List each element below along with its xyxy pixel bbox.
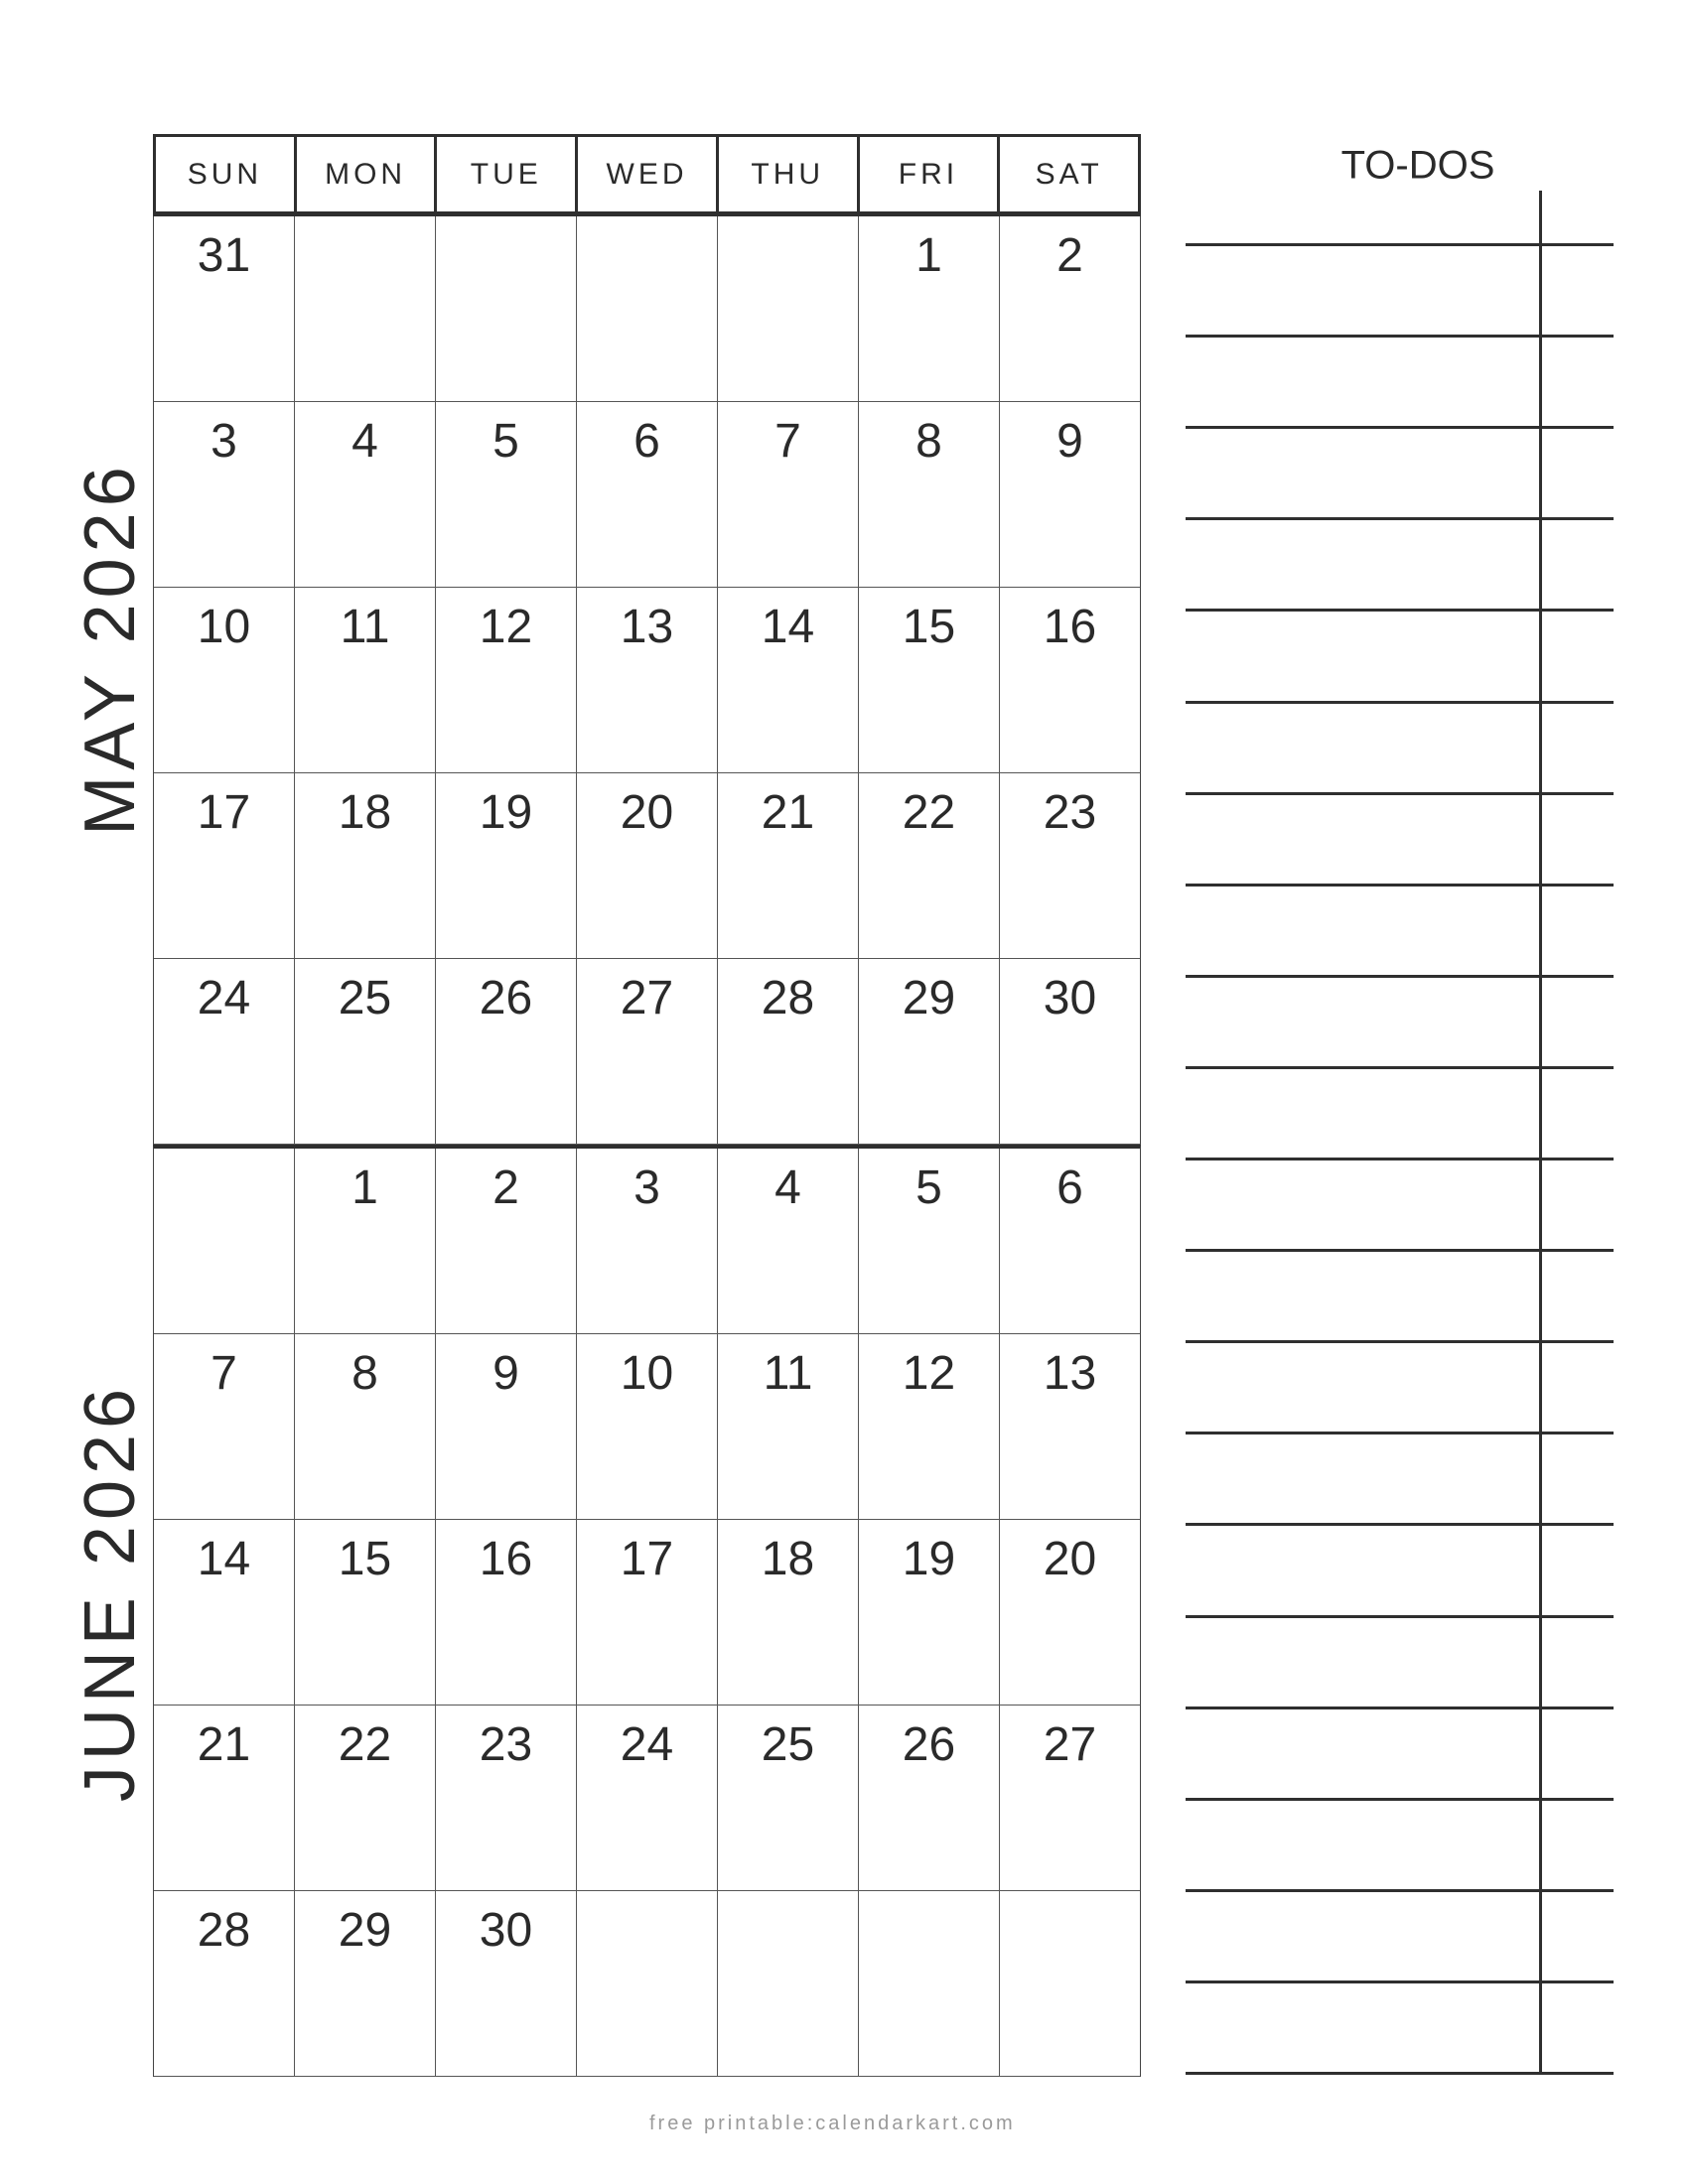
day-cell: 8 [294,1334,435,1519]
day-cell: 3 [211,415,237,468]
day-cell: 11 [294,588,435,772]
day-cell: 4 [717,1149,858,1333]
calendar-grid [153,134,1141,2077]
week-row [154,402,1140,588]
week-row [154,1891,1140,2077]
day-cell: 14 [197,1533,251,1585]
day-cell: 11 [717,1334,858,1519]
day-cell: 24 [576,1706,717,1890]
day-cell [717,1891,858,2076]
todo-line [1186,1249,1614,1252]
todo-line [1186,1980,1614,1983]
day-cell: 19 [435,773,576,958]
weekday-fri: FRI [857,137,998,211]
day-cell: 9 [999,402,1140,587]
todo-line [1186,243,1614,246]
week-row [154,216,1140,402]
week-row [154,1149,1140,1334]
day-cell: 10 [576,1334,717,1519]
week-row [154,773,1140,959]
day-cell: 15 [294,1520,435,1705]
day-cell [999,1891,1140,2076]
day-cell: 23 [435,1706,576,1890]
day-cell [717,216,858,401]
day-cell: 26 [435,959,576,1144]
day-cell: 12 [435,588,576,772]
day-cell: 8 [858,402,999,587]
week-row [154,1706,1140,1891]
weekday-mon: MON [294,137,435,211]
day-cell: 18 [294,773,435,958]
day-cell: 10 [197,601,251,653]
day-cell: 6 [576,402,717,587]
month-label-may: MAY 2026 [70,461,150,836]
day-cell: 20 [576,773,717,958]
day-cell: 7 [717,402,858,587]
todo-line [1186,792,1614,795]
day-cell: 21 [197,1718,251,1771]
day-cell: 30 [435,1891,576,2076]
day-cell: 31 [197,229,251,282]
month-block-1 [153,1145,1141,2077]
day-cell: 18 [717,1520,858,1705]
todo-line [1186,884,1614,887]
day-cell: 25 [294,959,435,1144]
day-cell: 6 [999,1149,1140,1333]
day-cell: 29 [858,959,999,1144]
day-cell [435,216,576,401]
todos-checkbox-divider [1539,191,1542,2074]
todo-line [1186,1158,1614,1160]
day-cell: 25 [717,1706,858,1890]
todo-line [1186,2072,1614,2075]
day-cell: 2 [435,1149,576,1333]
week-row [154,588,1140,773]
todo-line [1186,1798,1614,1801]
day-cell: 20 [999,1520,1140,1705]
weekday-tue: TUE [434,137,575,211]
todo-line [1186,517,1614,520]
todo-line [1186,335,1614,338]
day-cell: 19 [858,1520,999,1705]
todo-line [1186,1889,1614,1892]
day-cell: 13 [999,1334,1140,1519]
todos-title: TO-DOS [1340,143,1495,188]
day-cell: 1 [858,216,999,401]
day-cell: 26 [858,1706,999,1890]
day-cell: 23 [999,773,1140,958]
day-cell: 5 [435,402,576,587]
todo-line [1186,1615,1614,1618]
months-container [153,216,1141,2077]
day-cell: 3 [576,1149,717,1333]
day-cell: 16 [435,1520,576,1705]
day-cell [154,1149,294,1333]
todo-line [1186,1523,1614,1526]
weekday-sun: SUN [187,157,263,191]
todo-line [1186,1066,1614,1069]
day-cell: 2 [999,216,1140,401]
weekday-wed: WED [575,137,716,211]
todo-line [1186,426,1614,429]
day-cell: 17 [576,1520,717,1705]
day-cell: 16 [999,588,1140,772]
footer-text: free printable:calendarkart.com [649,2113,1016,2134]
week-row [154,1520,1140,1706]
month-block-0 [153,216,1141,1145]
day-cell: 27 [999,1706,1140,1890]
day-cell: 21 [717,773,858,958]
todo-line [1186,609,1614,612]
day-cell: 22 [294,1706,435,1890]
day-cell: 28 [717,959,858,1144]
weekday-sat: SAT [997,137,1138,211]
day-cell: 22 [858,773,999,958]
day-cell: 13 [576,588,717,772]
week-row [154,959,1140,1145]
day-cell [576,1891,717,2076]
day-cell [294,216,435,401]
day-cell: 4 [294,402,435,587]
day-cell: 24 [197,972,251,1024]
day-cell: 5 [858,1149,999,1333]
day-cell: 12 [858,1334,999,1519]
day-cell: 15 [858,588,999,772]
weekday-thu: THU [716,137,857,211]
todo-line [1186,1340,1614,1343]
day-cell [858,1891,999,2076]
day-cell: 27 [576,959,717,1144]
todo-line [1186,701,1614,704]
day-cell: 30 [999,959,1140,1144]
month-label-june: JUNE 2026 [70,1382,150,1803]
day-cell: 14 [717,588,858,772]
day-cell: 9 [435,1334,576,1519]
todo-line [1186,1706,1614,1709]
day-cell: 28 [197,1904,251,1957]
day-cell: 17 [197,786,251,839]
day-cell: 1 [294,1149,435,1333]
weekday-header [153,134,1141,216]
todo-line [1186,975,1614,978]
day-cell: 7 [211,1347,237,1400]
day-cell: 29 [294,1891,435,2076]
week-row [154,1334,1140,1520]
day-cell [576,216,717,401]
todo-line [1186,1432,1614,1434]
